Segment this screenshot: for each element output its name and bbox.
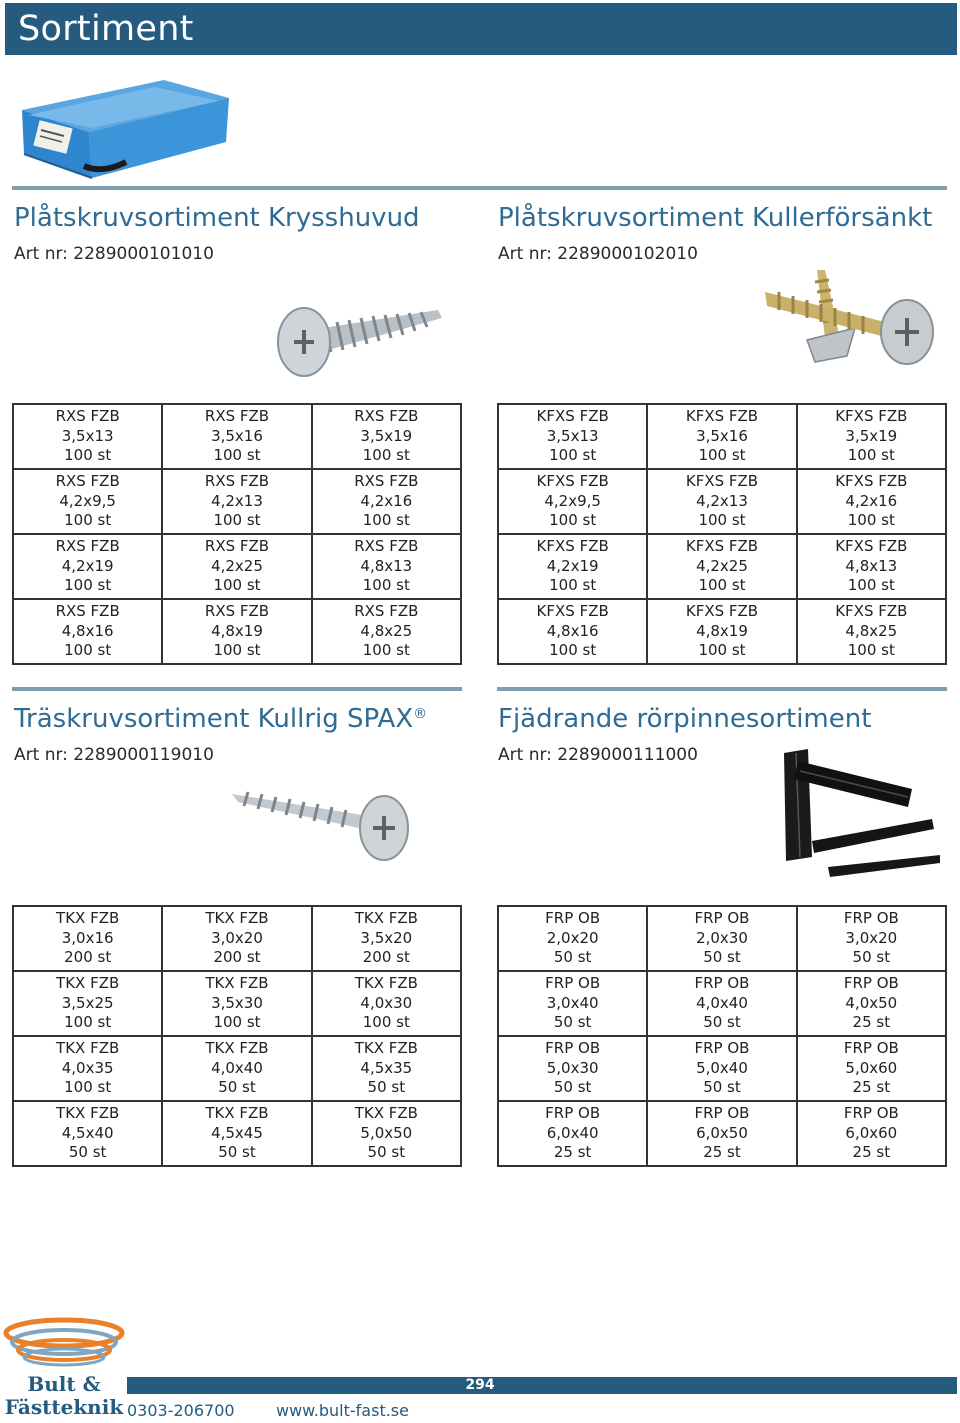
- table-cell: KFXS FZB 3,5x16 100 st: [647, 404, 796, 469]
- table-cell: RXS FZB 4,2x16 100 st: [312, 469, 461, 534]
- table-cell: RXS FZB 4,8x19 100 st: [162, 599, 311, 664]
- table-cell: TKX FZB 3,0x20 200 st: [162, 906, 311, 971]
- table-cell: FRP OB 3,0x40 50 st: [498, 971, 647, 1036]
- table-cell: RXS FZB 4,2x13 100 st: [162, 469, 311, 534]
- table-cell: TKX FZB 4,0x35 100 st: [13, 1036, 162, 1101]
- table-cell: RXS FZB 3,5x13 100 st: [13, 404, 162, 469]
- table-cell: RXS FZB 3,5x16 100 st: [162, 404, 311, 469]
- assortment-case-image: [14, 70, 236, 182]
- table-cell: KFXS FZB 4,2x25 100 st: [647, 534, 796, 599]
- table-cell: TKX FZB 3,0x16 200 st: [13, 906, 162, 971]
- table-cell: FRP OB 3,0x20 50 st: [797, 906, 946, 971]
- table-cell: TKX FZB 3,5x25 100 st: [13, 971, 162, 1036]
- table-cell: RXS FZB 4,8x16 100 st: [13, 599, 162, 664]
- registered-mark: ®: [413, 706, 428, 722]
- table-cell: KFXS FZB 4,2x9,5 100 st: [498, 469, 647, 534]
- table-row: [498, 1036, 946, 1101]
- section-title-spax: [14, 704, 427, 734]
- table-row: [498, 971, 946, 1036]
- article-number-krysshuvud: Art nr: 2289000101010: [14, 244, 214, 264]
- table-cell: KFXS FZB 3,5x19 100 st: [797, 404, 946, 469]
- article-number-rorpinne: Art nr: 2289000111000: [498, 745, 698, 765]
- table-cell: RXS FZB 4,2x9,5 100 st: [13, 469, 162, 534]
- table-row: [13, 1036, 461, 1101]
- logo-text-line1: Bult &: [27, 1372, 101, 1396]
- logo-rings-icon: [2, 1313, 126, 1369]
- page-title: Sortiment: [18, 9, 194, 49]
- logo-text-line2: Fästteknik: [4, 1395, 124, 1419]
- table-row: [13, 599, 461, 664]
- table-row: [498, 404, 946, 469]
- footer-bar: [127, 1377, 957, 1394]
- table-cell: KFXS FZB 4,8x25 100 st: [797, 599, 946, 664]
- table-cell: TKX FZB 3,5x30 100 st: [162, 971, 311, 1036]
- table-cell: FRP OB 4,0x50 25 st: [797, 971, 946, 1036]
- table-cell: KFXS FZB 4,2x13 100 st: [647, 469, 796, 534]
- table-row: [498, 599, 946, 664]
- article-number-kullerforsankt: Art nr: 2289000102010: [498, 244, 698, 264]
- pan-head-screw-image: [270, 290, 450, 390]
- table-cell: TKX FZB 5,0x50 50 st: [312, 1101, 461, 1166]
- section-separator: [12, 186, 947, 190]
- header-bar: [5, 3, 957, 55]
- table-cell: KFXS FZB 4,8x16 100 st: [498, 599, 647, 664]
- table-cell: KFXS FZB 4,2x16 100 st: [797, 469, 946, 534]
- section-title-kullerforsankt: Plåtskruvsortiment Kullerförsänkt: [498, 203, 933, 233]
- table-cell: FRP OB 2,0x20 50 st: [498, 906, 647, 971]
- table-cell: RXS FZB 4,2x19 100 st: [13, 534, 162, 599]
- table-row: [498, 534, 946, 599]
- table-row: [13, 534, 461, 599]
- wood-screw-image: [228, 780, 413, 865]
- table-cell: KFXS FZB 4,2x19 100 st: [498, 534, 647, 599]
- section-title-krysshuvud: Plåtskruvsortiment Krysshuvud: [14, 203, 420, 233]
- table-cell: FRP OB 6,0x60 25 st: [797, 1101, 946, 1166]
- section-title-rorpinne: Fjädrande rörpinnesortiment: [498, 704, 872, 734]
- table-cell: TKX FZB 4,0x40 50 st: [162, 1036, 311, 1101]
- roll-pins-image: [762, 745, 944, 887]
- table-row: [498, 1101, 946, 1166]
- table-cell: RXS FZB 3,5x19 100 st: [312, 404, 461, 469]
- table-row: [498, 469, 946, 534]
- table-cell: RXS FZB 4,2x25 100 st: [162, 534, 311, 599]
- page-number: 294: [465, 1377, 495, 1393]
- table-cell: RXS FZB 4,8x13 100 st: [312, 534, 461, 599]
- section-title-spax-text: Träskruvsortiment Kullrig SPAX: [14, 704, 414, 734]
- table-cell: KFXS FZB 4,8x13 100 st: [797, 534, 946, 599]
- table-cell: FRP OB 5,0x60 25 st: [797, 1036, 946, 1101]
- table-row: [13, 971, 461, 1036]
- footer-website[interactable]: www.bult-fast.se: [276, 1401, 409, 1420]
- product-table-krysshuvud: [12, 403, 462, 665]
- table-cell: TKX FZB 3,5x20 200 st: [312, 906, 461, 971]
- company-logo: [2, 1313, 126, 1419]
- table-cell: FRP OB 2,0x30 50 st: [647, 906, 796, 971]
- table-cell: RXS FZB 4,8x25 100 st: [312, 599, 461, 664]
- table-cell: TKX FZB 4,0x30 100 st: [312, 971, 461, 1036]
- footer-phone: 0303-206700: [127, 1401, 235, 1420]
- table-cell: KFXS FZB 3,5x13 100 st: [498, 404, 647, 469]
- section-separator: [12, 687, 462, 691]
- table-cell: TKX FZB 4,5x35 50 st: [312, 1036, 461, 1101]
- section-separator: [497, 687, 947, 691]
- countersunk-screws-image: [755, 262, 940, 387]
- table-row: [13, 404, 461, 469]
- table-cell: KFXS FZB 4,8x19 100 st: [647, 599, 796, 664]
- table-row: [498, 906, 946, 971]
- product-table-kullerforsankt: [497, 403, 947, 665]
- product-table-rorpinne: [497, 905, 947, 1167]
- table-cell: FRP OB 5,0x30 50 st: [498, 1036, 647, 1101]
- table-cell: FRP OB 6,0x50 25 st: [647, 1101, 796, 1166]
- table-cell: FRP OB 4,0x40 50 st: [647, 971, 796, 1036]
- article-number-spax: Art nr: 2289000119010: [14, 745, 214, 765]
- table-row: [13, 469, 461, 534]
- table-row: [13, 906, 461, 971]
- table-cell: FRP OB 6,0x40 25 st: [498, 1101, 647, 1166]
- table-row: [13, 1101, 461, 1166]
- table-cell: TKX FZB 4,5x40 50 st: [13, 1101, 162, 1166]
- table-cell: TKX FZB 4,5x45 50 st: [162, 1101, 311, 1166]
- table-cell: FRP OB 5,0x40 50 st: [647, 1036, 796, 1101]
- product-table-spax: [12, 905, 462, 1167]
